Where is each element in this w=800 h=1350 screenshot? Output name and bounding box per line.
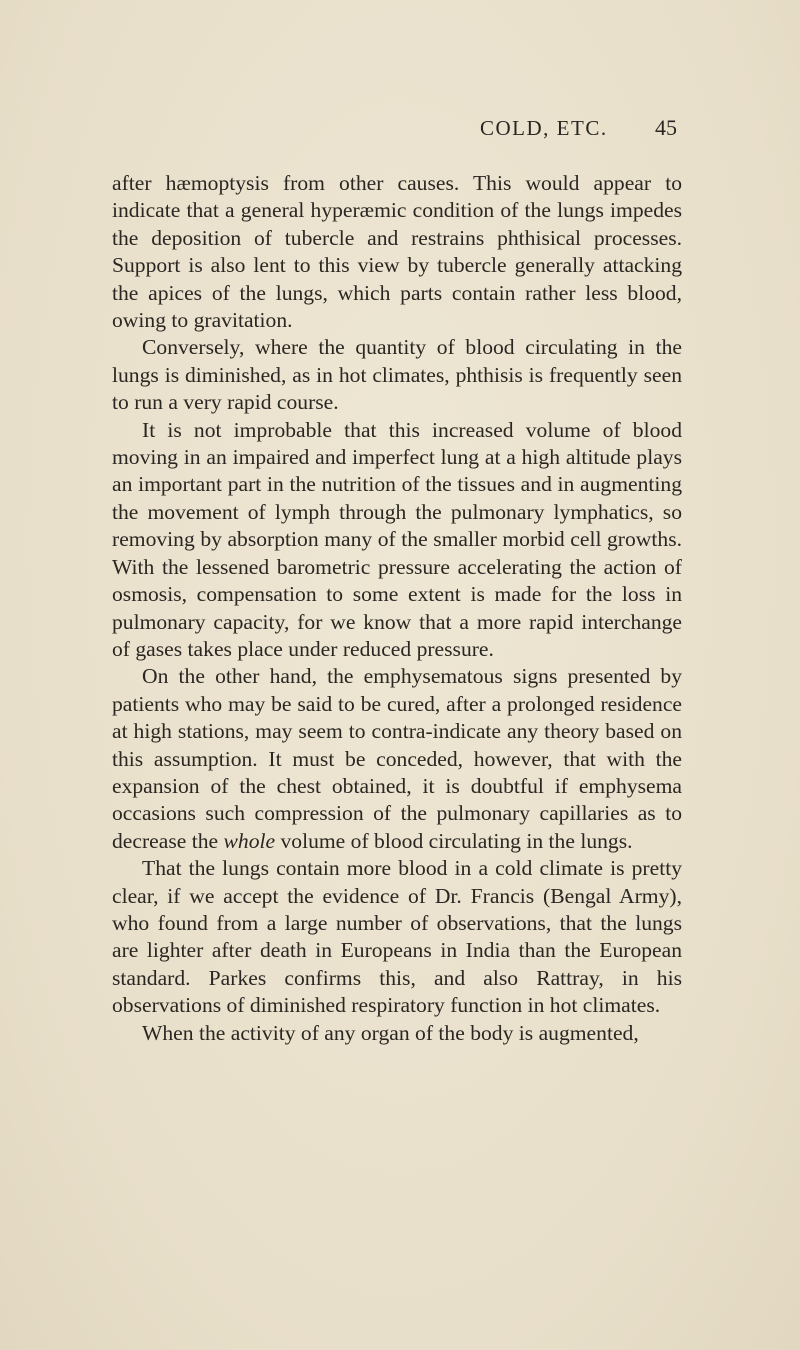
emphasis-whole: whole bbox=[223, 828, 276, 853]
paragraph-emphysematous-start: On the other hand, the emphysematous signs presented by patients who may be said to be cured, after a prolonged residence at high stations, may seem to contra-indicate any theory based on this assumption. It must be conceded, however, that with the expansion of the chest obtained, it is doubtful if emphysema occasions such compression of the pulmonary capillaries as to decrease the bbox=[112, 664, 682, 853]
paragraph-conversely: Conversely, where the quantity of blood circulating in the lungs is diminished, as in hot climates, phthisis is frequently seen to run a very rapid course. bbox=[112, 335, 682, 415]
running-head bbox=[0, 116, 800, 146]
body-text bbox=[112, 170, 682, 1047]
paragraph-emphysematous bbox=[112, 663, 682, 855]
page-number: 45 bbox=[655, 115, 677, 140]
paragraph-emphysematous-end: volume of blood circulating in the lungs. bbox=[275, 828, 633, 853]
paragraph-improbable: It is not improbable that this increased volume of blood moving in an impaired and imperfect lung at a high altitude plays an important part in the nutrition of the tissues and in augmenting the movement of lymph through the pulmonary lymphatics, so removing by absorption many of the smaller morbid cell growths. With the lessened barometric pressure accelerating the action of osmosis, compensation to some extent is made for the loss in pulmonary capacity, for we know that a more rapid interchange of gases takes place under reduced pressure. bbox=[112, 417, 682, 661]
paragraph-continuation: after hæmoptysis from other causes. This would appear to indicate that a general hyperæmic condition of the lungs impedes the deposition of tubercle and restrains phthisical processes. Support is also lent to this view by tubercle generally attacking the apices of the lungs, which parts contain rather less blood, owing to gravitation. bbox=[112, 171, 682, 333]
paragraph-cold-climate: That the lungs contain more blood in a cold climate is pretty clear, if we accept the evidence of Dr. Francis (Bengal Army), who found from a large number of observations, that the lungs are lighter after death in Europeans in India than the European standard. Parkes confirms this, and also Rattray, in his observations of diminished respiratory function in hot climates. bbox=[112, 856, 682, 1018]
running-title: COLD, ETC. bbox=[480, 116, 608, 140]
paragraph-organ-activity: When the activity of any organ of the body is augmented, bbox=[142, 1020, 639, 1045]
